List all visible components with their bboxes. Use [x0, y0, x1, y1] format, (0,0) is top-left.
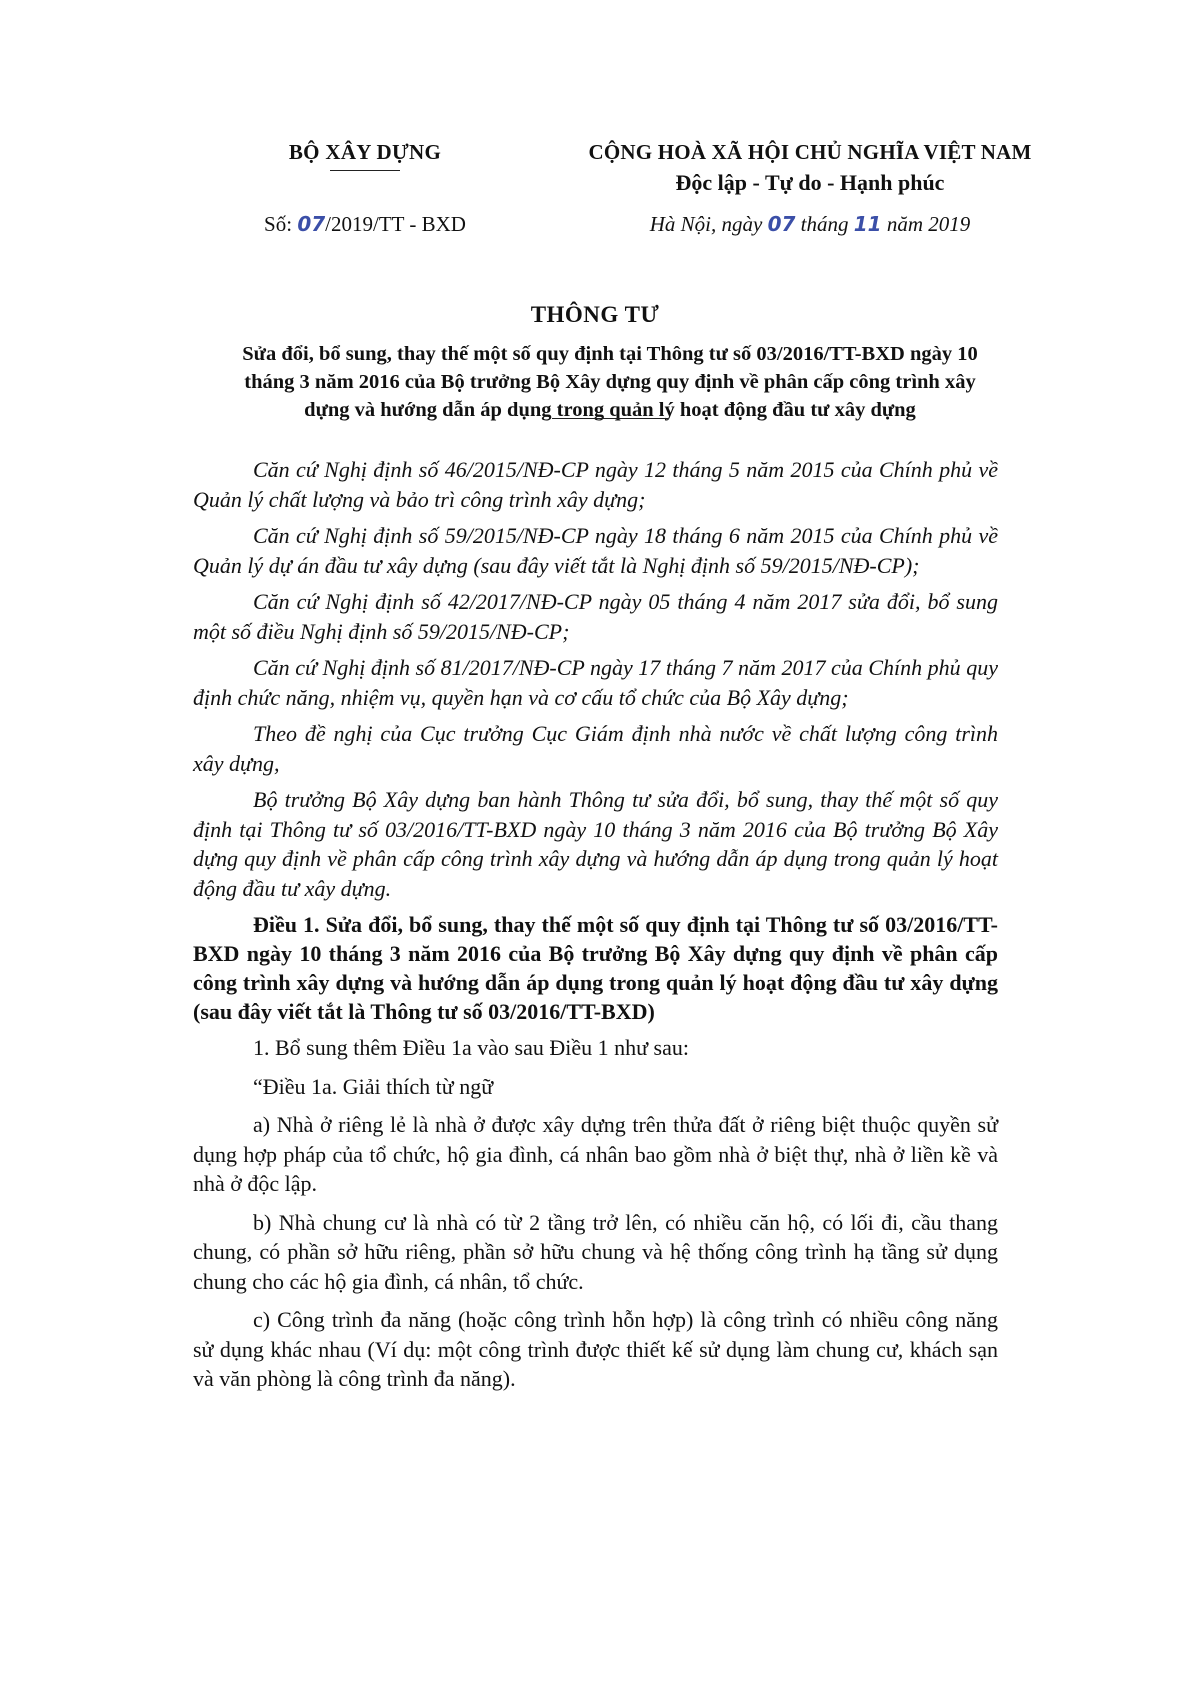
- doc-number-prefix: Số:: [264, 212, 298, 236]
- document-subtitle: Sửa đổi, bổ sung, thay thế một số quy định tại Thông tư số 03/2016/TT-BXD ngày 10 tháng 3 năm 2016 của Bộ trưởng Bộ Xây dựng quy định về phân cấp công trình xây dựng và hướng dẫn áp dụng trong quản lý hoạt động đầu tư xây dựng: [242, 343, 978, 421]
- handwritten-day: 07: [767, 212, 796, 236]
- preamble-paragraph: Căn cứ Nghị định số 59/2015/NĐ-CP ngày 18 tháng 6 năm 2015 của Chính phủ về Quản lý dự án đầu tư xây dựng (sau đây viết tắt là Nghị định số 59/2015/NĐ-CP);: [193, 523, 998, 578]
- doc-number-suffix: /2019/TT - BXD: [325, 212, 466, 236]
- clause-paragraph: a) Nhà ở riêng lẻ là nhà ở được xây dựng trên thửa đất ở riêng biệt thuộc quyền sử dụng hợp pháp của tổ chức, hộ gia đình, cá nhân bao gồm nhà ở biệt thự, nhà ở liền kề và nhà ở độc lập.: [193, 1112, 998, 1196]
- handwritten-number: 07: [297, 212, 326, 236]
- date-line: [520, 212, 1100, 237]
- article-1-heading: Điều 1. Sửa đổi, bổ sung, thay thế một số quy định tại Thông tư số 03/2016/TT-BXD ngày 10 tháng 3 năm 2016 của Bộ trưởng Bộ Xây dựng quy định về phân cấp công trình xây dựng và hướng dẫn áp dụng trong quản lý hoạt động đầu tư xây dựng (sau đây viết tắt là Thông tư số 03/2016/TT-BXD): [193, 912, 998, 1024]
- preamble-paragraph: Bộ trưởng Bộ Xây dựng ban hành Thông tư sửa đổi, bổ sung, thay thế một số quy định tại Thông tư số 03/2016/TT-BXD ngày 10 tháng 3 năm 2016 của Bộ trưởng Bộ Xây dựng quy định về phân cấp công trình xây dựng và hướng dẫn áp dụng trong quản lý hoạt động đầu tư xây dựng.: [193, 787, 998, 901]
- clause-paragraph: c) Công trình đa năng (hoặc công trình hỗn hợp) là công trình có nhiều công năng sử dụng khác nhau (Ví dụ: một công trình được thiết kế sử dụng làm chung cư, khách sạn và văn phòng là công trình đa năng).: [193, 1307, 998, 1391]
- agency-block: [235, 138, 495, 171]
- preamble-paragraph: Theo đề nghị của Cục trưởng Cục Giám định nhà nước về chất lượng công trình xây dựng,: [193, 721, 998, 776]
- nation-name: CỘNG HOÀ XÃ HỘI CHỦ NGHĨA VIỆT NAM: [588, 140, 1032, 164]
- date-part-2: tháng: [795, 212, 854, 236]
- clause-paragraph: 1. Bổ sung thêm Điều 1a vào sau Điều 1 như sau:: [253, 1035, 689, 1060]
- date-part-3: năm 2019: [881, 212, 971, 236]
- nation-block: [520, 138, 1100, 198]
- document-body: [193, 455, 998, 1403]
- preamble-paragraph: Căn cứ Nghị định số 42/2017/NĐ-CP ngày 05 tháng 4 năm 2017 sửa đổi, bổ sung một số điều Nghị định số 59/2015/NĐ-CP;: [193, 589, 998, 644]
- agency-name: BỘ XÂY DỰNG: [288, 140, 442, 164]
- agency-underline: [330, 170, 400, 171]
- subtitle-underline: [552, 418, 668, 419]
- preamble-paragraph: Căn cứ Nghị định số 46/2015/NĐ-CP ngày 12 tháng 5 năm 2015 của Chính phủ về Quản lý chất lượng và bảo trì công trình xây dựng;: [193, 457, 998, 512]
- clause-paragraph: “Điều 1a. Giải thích từ ngữ: [253, 1073, 494, 1099]
- national-motto: Độc lập - Tự do - Hạnh phúc: [675, 170, 945, 195]
- date-part-1: Hà Nội, ngày: [649, 212, 768, 236]
- preamble-paragraph: Căn cứ Nghị định số 81/2017/NĐ-CP ngày 17 tháng 7 năm 2017 của Chính phủ quy định chức năng, nhiệm vụ, quyền hạn và cơ cấu tổ chức của Bộ Xây dựng;: [193, 655, 998, 710]
- document-number: [235, 212, 495, 237]
- clause-paragraph: b) Nhà chung cư là nhà có từ 2 tầng trở lên, có nhiều căn hộ, có lối đi, cầu thang chung, có phần sở hữu riêng, phần sở hữu chung và hệ thống công trình hạ tầng sử dụng chung cho các hộ gia đình, cá nhân, tổ chức.: [193, 1209, 998, 1294]
- document-title: THÔNG TƯ: [530, 302, 660, 327]
- handwritten-month: 11: [853, 212, 882, 236]
